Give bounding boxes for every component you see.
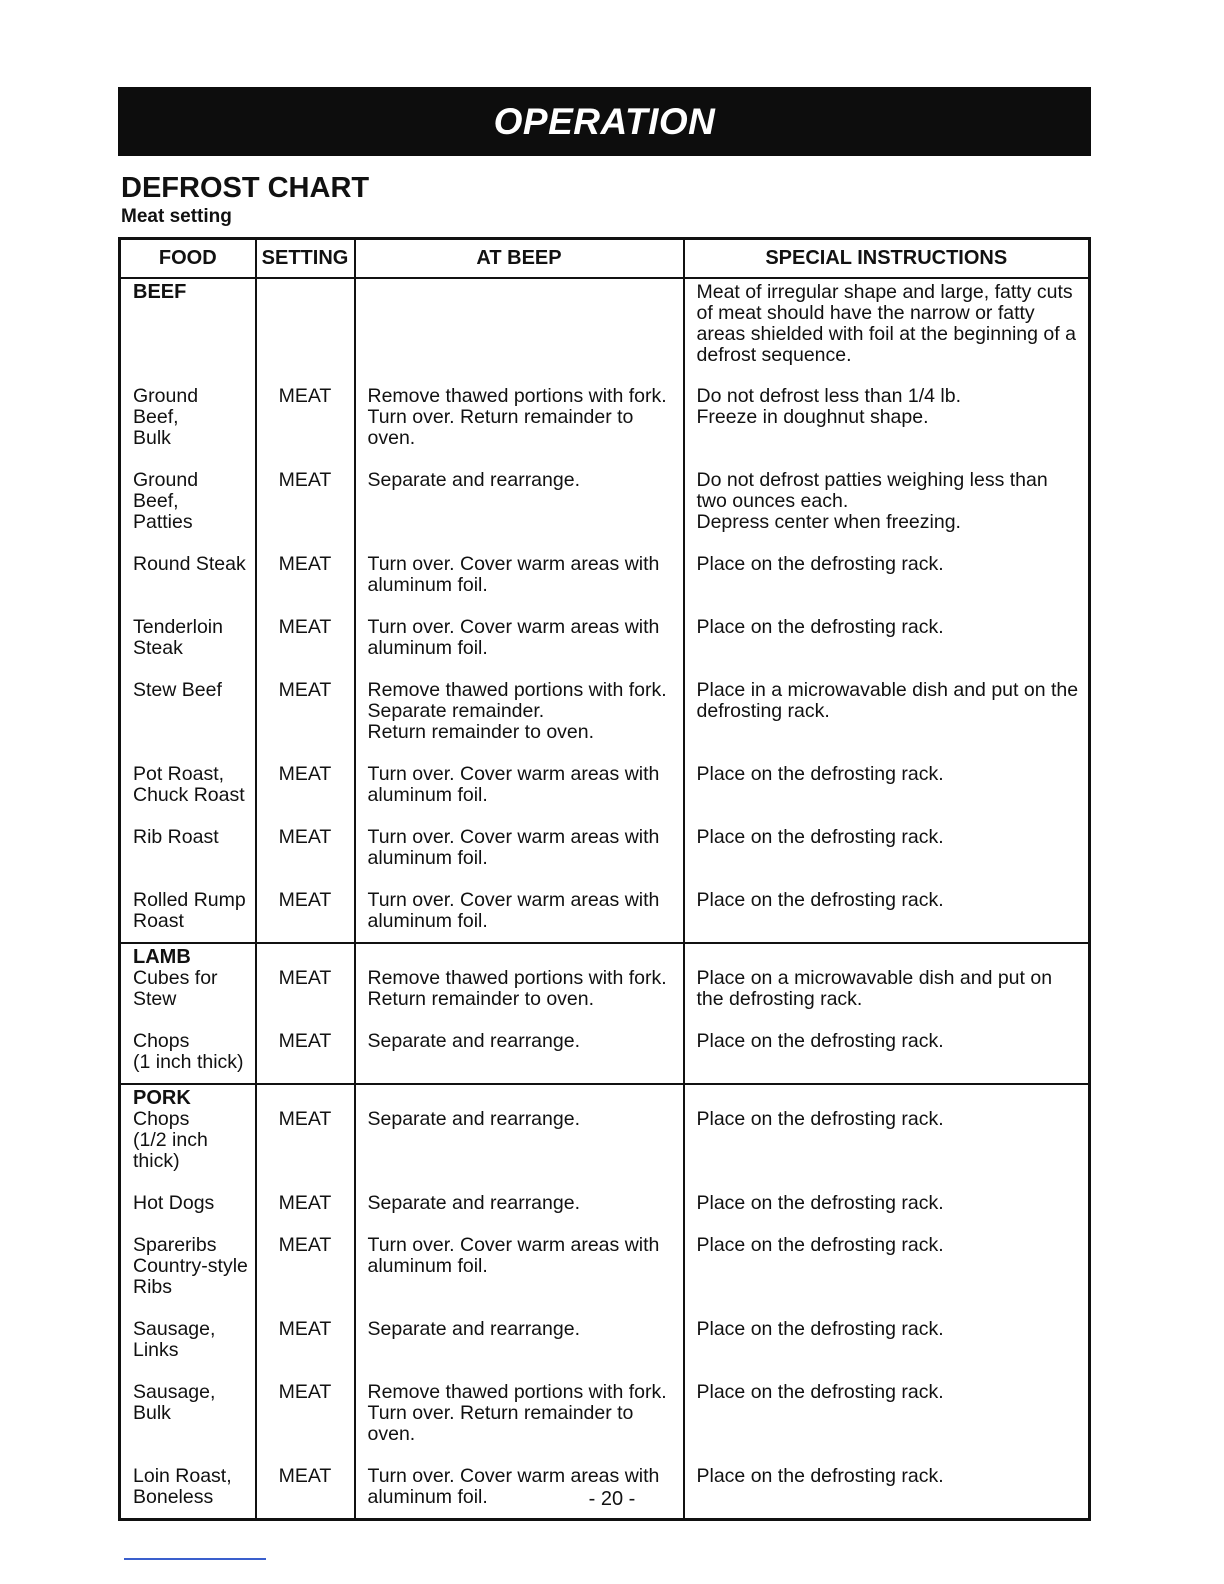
food-name: Loin Roast, Boneless <box>133 1465 232 1508</box>
special-instructions-cell: Place on the defrosting rack. <box>684 764 1090 827</box>
food-name: Ground Beef, Patties <box>133 469 199 533</box>
food-name: Rolled Rump Roast <box>133 889 246 932</box>
setting-cell: MEAT <box>256 1084 355 1193</box>
table-row <box>120 943 1090 1031</box>
table-row <box>120 1319 1090 1382</box>
defrost-table <box>118 237 1091 1521</box>
at-beep-cell: Remove thawed portions with fork. Turn over. Return remainder to oven. <box>355 386 684 470</box>
table-row <box>120 386 1090 470</box>
food-name: Cubes for Stew <box>133 967 218 1010</box>
special-instructions-cell: Place on the defrosting rack. <box>684 554 1090 617</box>
column-header-at-beep: AT BEEP <box>355 239 684 279</box>
food-name: Stew Beef <box>133 679 222 701</box>
at-beep-cell: Separate and rearrange. <box>355 1193 684 1235</box>
at-beep-cell: Remove thawed portions with fork. Return remainder to oven. <box>355 943 684 1031</box>
food-cell <box>120 827 256 890</box>
special-instructions-cell: Do not defrost less than 1/4 lb. Freeze in doughnut shape. <box>684 386 1090 470</box>
food-cell <box>120 386 256 470</box>
table-row <box>120 1031 1090 1084</box>
table-row <box>120 1193 1090 1235</box>
table-row <box>120 680 1090 764</box>
special-instructions-cell: Place on the defrosting rack. <box>684 1319 1090 1382</box>
category-label: PORK <box>133 1087 191 1109</box>
setting-cell: MEAT <box>256 943 355 1031</box>
table-row <box>120 470 1090 554</box>
special-instructions-cell: Meat of irregular shape and large, fatty cuts of meat should have the narrow or fatty areas shielded with foil at the beginning of a defrost sequence. <box>684 278 1090 386</box>
food-cell <box>120 617 256 680</box>
food-name: Sausage, Links <box>133 1318 216 1361</box>
at-beep-cell: Turn over. Cover warm areas with aluminum foil. <box>355 827 684 890</box>
setting-cell: MEAT <box>256 1235 355 1319</box>
setting-cell: MEAT <box>256 1466 355 1520</box>
special-instructions-cell: Place in a microwavable dish and put on the defrosting rack. <box>684 680 1090 764</box>
at-beep-cell <box>355 278 684 386</box>
special-instructions-cell: Place on a microwavable dish and put on the defrosting rack. <box>684 943 1090 1031</box>
food-name: Sausage, Bulk <box>133 1381 216 1424</box>
table-row <box>120 764 1090 827</box>
at-beep-cell: Turn over. Cover warm areas with aluminum foil. <box>355 890 684 943</box>
special-instructions-cell: Place on the defrosting rack. <box>684 1466 1090 1520</box>
special-instructions-cell: Place on the defrosting rack. <box>684 1084 1090 1193</box>
special-instructions-cell: Place on the defrosting rack. <box>684 1193 1090 1235</box>
at-beep-cell: Turn over. Cover warm areas with aluminum foil. <box>355 764 684 827</box>
setting-cell: MEAT <box>256 1319 355 1382</box>
setting-cell: MEAT <box>256 1031 355 1084</box>
at-beep-cell: Turn over. Cover warm areas with aluminum foil. <box>355 554 684 617</box>
food-cell <box>120 1193 256 1235</box>
food-cell <box>120 890 256 943</box>
special-instructions-cell: Place on the defrosting rack. <box>684 1235 1090 1319</box>
setting-cell: MEAT <box>256 386 355 470</box>
food-name: Round Steak <box>133 553 246 575</box>
food-cell <box>120 764 256 827</box>
setting-cell: MEAT <box>256 1193 355 1235</box>
food-name: Rib Roast <box>133 826 219 848</box>
table-row <box>120 1235 1090 1319</box>
category-row-beef <box>120 278 1090 386</box>
setting-cell: MEAT <box>256 1382 355 1466</box>
at-beep-cell: Separate and rearrange. <box>355 1319 684 1382</box>
at-beep-cell: Turn over. Cover warm areas with aluminum foil. <box>355 617 684 680</box>
food-name: Pot Roast, Chuck Roast <box>133 763 245 806</box>
chart-subtitle: Meat setting <box>121 206 232 227</box>
food-cell <box>120 943 256 1031</box>
setting-cell: MEAT <box>256 890 355 943</box>
table-row <box>120 890 1090 943</box>
at-beep-cell: Turn over. Cover warm areas with aluminum foil. <box>355 1466 684 1520</box>
chart-title: DEFROST CHART <box>121 172 370 204</box>
food-cell <box>120 1235 256 1319</box>
setting-cell: MEAT <box>256 470 355 554</box>
food-cell <box>120 470 256 554</box>
setting-cell: MEAT <box>256 617 355 680</box>
food-cell <box>120 278 256 386</box>
at-beep-cell: Separate and rearrange. <box>355 470 684 554</box>
food-cell <box>120 554 256 617</box>
food-cell <box>120 1031 256 1084</box>
banner-title: OPERATION <box>493 100 716 142</box>
column-header-setting: SETTING <box>256 239 355 279</box>
special-instructions-cell: Place on the defrosting rack. <box>684 617 1090 680</box>
table-row <box>120 827 1090 890</box>
food-cell <box>120 680 256 764</box>
setting-cell: MEAT <box>256 554 355 617</box>
special-instructions-cell: Place on the defrosting rack. <box>684 1382 1090 1466</box>
food-name: Tenderloin Steak <box>133 616 223 659</box>
table-row <box>120 617 1090 680</box>
table-row <box>120 554 1090 617</box>
food-name: Chops (1/2 inch thick) <box>133 1108 208 1172</box>
footer-rule <box>124 1558 266 1560</box>
table-row <box>120 1382 1090 1466</box>
setting-cell <box>256 278 355 386</box>
category-label: BEEF <box>133 281 187 303</box>
food-name: Ground Beef, Bulk <box>133 385 199 449</box>
setting-cell: MEAT <box>256 680 355 764</box>
at-beep-cell: Remove thawed portions with fork. Turn over. Return remainder to oven. <box>355 1382 684 1466</box>
food-name: Chops (1 inch thick) <box>133 1030 244 1073</box>
setting-cell: MEAT <box>256 764 355 827</box>
food-name: Hot Dogs <box>133 1192 215 1214</box>
special-instructions-cell: Do not defrost patties weighing less than two ounces each. Depress center when freezing. <box>684 470 1090 554</box>
at-beep-cell: Separate and rearrange. <box>355 1084 684 1193</box>
operation-banner <box>118 87 1091 156</box>
table-header-row <box>120 239 1090 279</box>
column-header-food: FOOD <box>120 239 256 279</box>
category-label: LAMB <box>133 946 191 968</box>
special-instructions-cell: Place on the defrosting rack. <box>684 890 1090 943</box>
at-beep-cell: Remove thawed portions with fork. Separate remainder. Return remainder to oven. <box>355 680 684 764</box>
table-row <box>120 1084 1090 1193</box>
food-name: Spareribs Country-style Ribs <box>133 1234 248 1298</box>
setting-cell: MEAT <box>256 827 355 890</box>
column-header-special-instructions: SPECIAL INSTRUCTIONS <box>684 239 1090 279</box>
page-number: - 20 - <box>588 1488 636 1510</box>
special-instructions-cell: Place on the defrosting rack. <box>684 1031 1090 1084</box>
table-body <box>120 278 1090 1520</box>
at-beep-cell: Turn over. Cover warm areas with aluminum foil. <box>355 1235 684 1319</box>
at-beep-cell: Separate and rearrange. <box>355 1031 684 1084</box>
special-instructions-cell: Place on the defrosting rack. <box>684 827 1090 890</box>
food-cell <box>120 1382 256 1466</box>
food-cell <box>120 1084 256 1193</box>
food-cell <box>120 1319 256 1382</box>
